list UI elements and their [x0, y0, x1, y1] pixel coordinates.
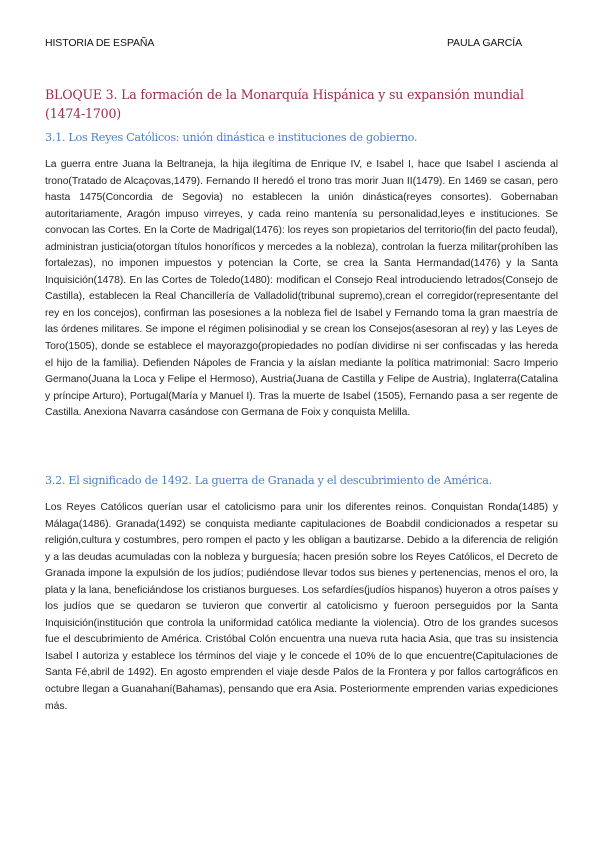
- section-title-3-1: 3.1. Los Reyes Católicos: unión dinástica e instituciones de gobierno.: [45, 131, 418, 144]
- section-title-3-2: 3.2. El significado de 1492. La guerra de Granada y el descubrimiento de América.: [45, 474, 492, 487]
- bloque-title: BLOQUE 3. La formación de la Monarquía Hispánica y su expansión mundial (1474-1700): [45, 87, 524, 121]
- header-subject: HISTORIA DE ESPAÑA: [45, 37, 155, 49]
- page-header: [45, 37, 522, 49]
- section-body-3-1: La guerra entre Juana la Beltraneja, la hija ilegítima de Enrique IV, e Isabel I, hace que Isabel I ascienda al trono(Tratado de Alcaçovas,1479). Fernando II heredó el trono tras morir Juan II(1479). En 1469 se casan, pero hasta 1475(Concordia de Segovia) no establecen la unión dinástica(reyes consortes). Gobernaban autoritariamente, Aragón impuso virreyes, y cada reino mantenía su personalidad,leyes e instituciones. Se convocan las Cortes. En la Corte de Madrigal(1476): los reyes son propietarios del territorio(fin del pacto feudal), administran justicia(otorgan títulos honoríficos y mercedes a la nobleza), controlan la fuerza militar(prohíben las fortalezas), no imponen impuestos y potencian la Corte, se crea la Santa Hermandad(1476) y la Santa Inquisición(1478). En las Cortes de Toledo(1480): modifican el Consejo Real introduciendo letrados(Consejo de Castilla), establecen la Real Chancillería de Valladolid(tribunal supremo),crean el corregidor(representante del rey en los concejos), confirman las posesiones a la nobleza fiel de Isabel y Fernando toma la gran maestría de las órdenes militares. Se impone el régimen polisinodial y se crean los Consejos(asesoran al rey) y las Leyes de Toro(1505), donde se establece el mayorazgo(propiedades no podían dividirse ni ser confiscadas y las hereda el hijo de la familia). Defienden Nápoles de Francia y la aíslan mediante la política matrimonial: Sacro Imperio Germano(Juana la Loca y Felipe el Hermoso), Austria(Juana de Castilla y Felipe de Austria), Inglaterra(Catalina y príncipe Arturo), Portugal(María y Manuel I). Tras la muerte de Isabel (1505), Fernando pasa a ser regente de Castilla. Anexiona Navarra casándose con Germana de Foix y conquista Melilla.: [45, 159, 558, 419]
- section-body-3-2: Los Reyes Católicos querían usar el catolicismo para unir los diferentes reinos. Conquistan Ronda(1485) y Málaga(1486). Granada(1492) se conquista mediante capitulaciones de Boabdil condicionados a respetar su religión,cultura y costumbres, pero rompen el pacto y les obligan a bautizarse. Debido a la diferencia de religión y a las deudas acumuladas con la nobleza y burguesía; hacen presión sobre los Reyes Católicos, el Decreto de Granada impone la expulsión de los judíos; pudiéndose llevar todos sus bienes y pertenencias, menos el oro, la plata y la lana, beneficiándose los cristianos burgueses. Los sefardíes(judíos hispanos) huyeron a otros países y los judíos que se quedaron se tuvieron que convertir al catolicismo y fueroon perseguidos por la Santa Inquisición(institución que controla la uniformidad católica mediante la violencia). Otro de los grandes sucesos fue el descubrimiento de América. Cristóbal Colón encuentra una nueva ruta hacia Asia, que tras su insistencia Isabel I autoriza y establece los términos del viaje y le concede el 10% de lo que encuentre(Capitulaciones de Santa Fé,abril de 1492). En agosto emprenden el viaje desde Palos de la Frontera y por fallos cartográficos en octubre llegan a Guanahaní(Bahamas), pensando que era Asia. Posteriormente emprenden varias expediciones más.: [45, 502, 558, 712]
- header-author: PAULA GARCÍA: [446, 37, 522, 49]
